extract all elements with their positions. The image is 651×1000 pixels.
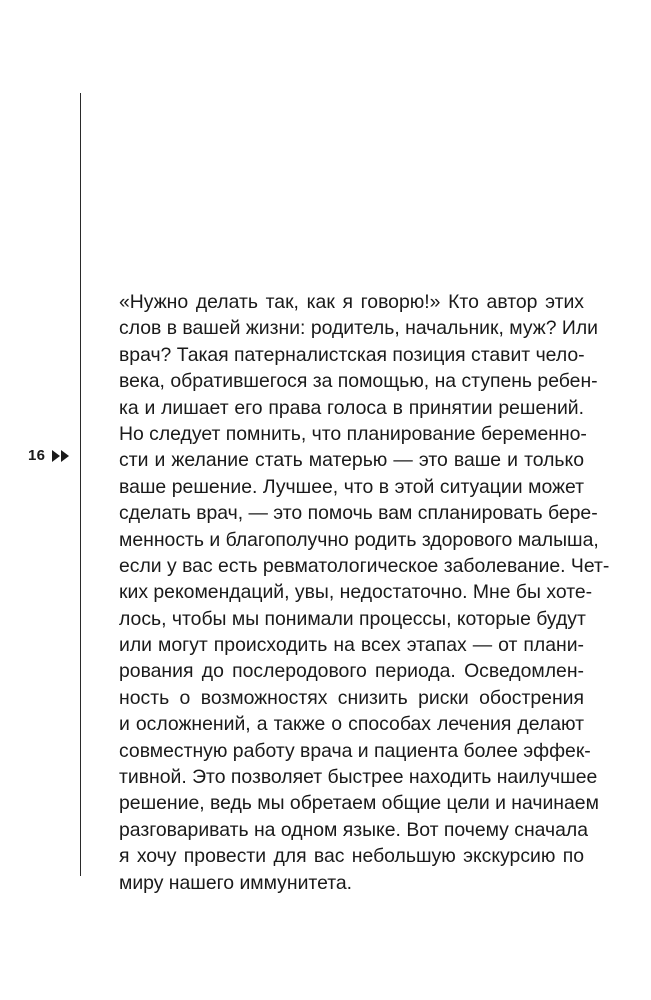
text-line: века, обратившегося за помощью, на ступень ребен- <box>119 370 598 393</box>
text-line: сделать врач, — это помочь вам спланировать бере- <box>119 502 598 525</box>
text-line: лось, чтобы мы понимали процессы, которые будут <box>119 607 586 630</box>
text-line: менность и благополучно родить здорового малыша, <box>119 528 599 551</box>
margin-rule <box>80 93 81 876</box>
text-line: ка и лишает его права голоса в принятии решений. <box>119 396 584 419</box>
text-line: «Нужно делать так, как я говорю!» Кто автор этих <box>119 291 584 313</box>
page-folio <box>28 447 70 464</box>
double-arrow-right-icon <box>52 450 70 462</box>
text-line: и осложнений, а также о способах лечения делают <box>119 713 584 736</box>
text-line: слов в вашей жизни: родитель, начальник, муж? Или <box>119 317 598 340</box>
text-line: или могут происходить на всех этапах — от плани- <box>119 634 584 657</box>
text-line: тивной. Это позволяет быстрее находить наилучшее <box>119 766 598 789</box>
text-line: разговаривать на одном языке. Вот почему сначала <box>119 818 589 841</box>
text-line: Но следует помнить, что планирование беременно- <box>119 422 587 445</box>
text-line: совместную работу врача и пациента более эффек- <box>119 739 591 762</box>
text-line: решение, ведь мы обретаем общие цели и начинаем <box>119 792 599 815</box>
text-line: ность о возможностях снизить риски обострения <box>119 686 584 709</box>
text-line: я хочу провести для вас небольшую экскурсию по <box>119 845 584 868</box>
text-line: ких рекомендаций, увы, недостаточно. Мне бы хоте- <box>119 581 593 604</box>
text-line: рования до послеродового периода. Осведомлен- <box>119 660 584 683</box>
text-line: ваше решение. Лучшее, что в этой ситуации может <box>119 475 584 498</box>
page-number: 16 <box>28 447 46 464</box>
text-line: врач? Такая патерналистская позиция ставит чело- <box>119 343 585 366</box>
text-line: сти и желание стать матерью — это ваше и только <box>119 449 584 472</box>
text-line: миру нашего иммунитета. <box>119 871 353 894</box>
body-paragraph <box>119 289 610 896</box>
text-line: если у вас есть ревматологическое заболевание. Чет- <box>119 554 610 577</box>
